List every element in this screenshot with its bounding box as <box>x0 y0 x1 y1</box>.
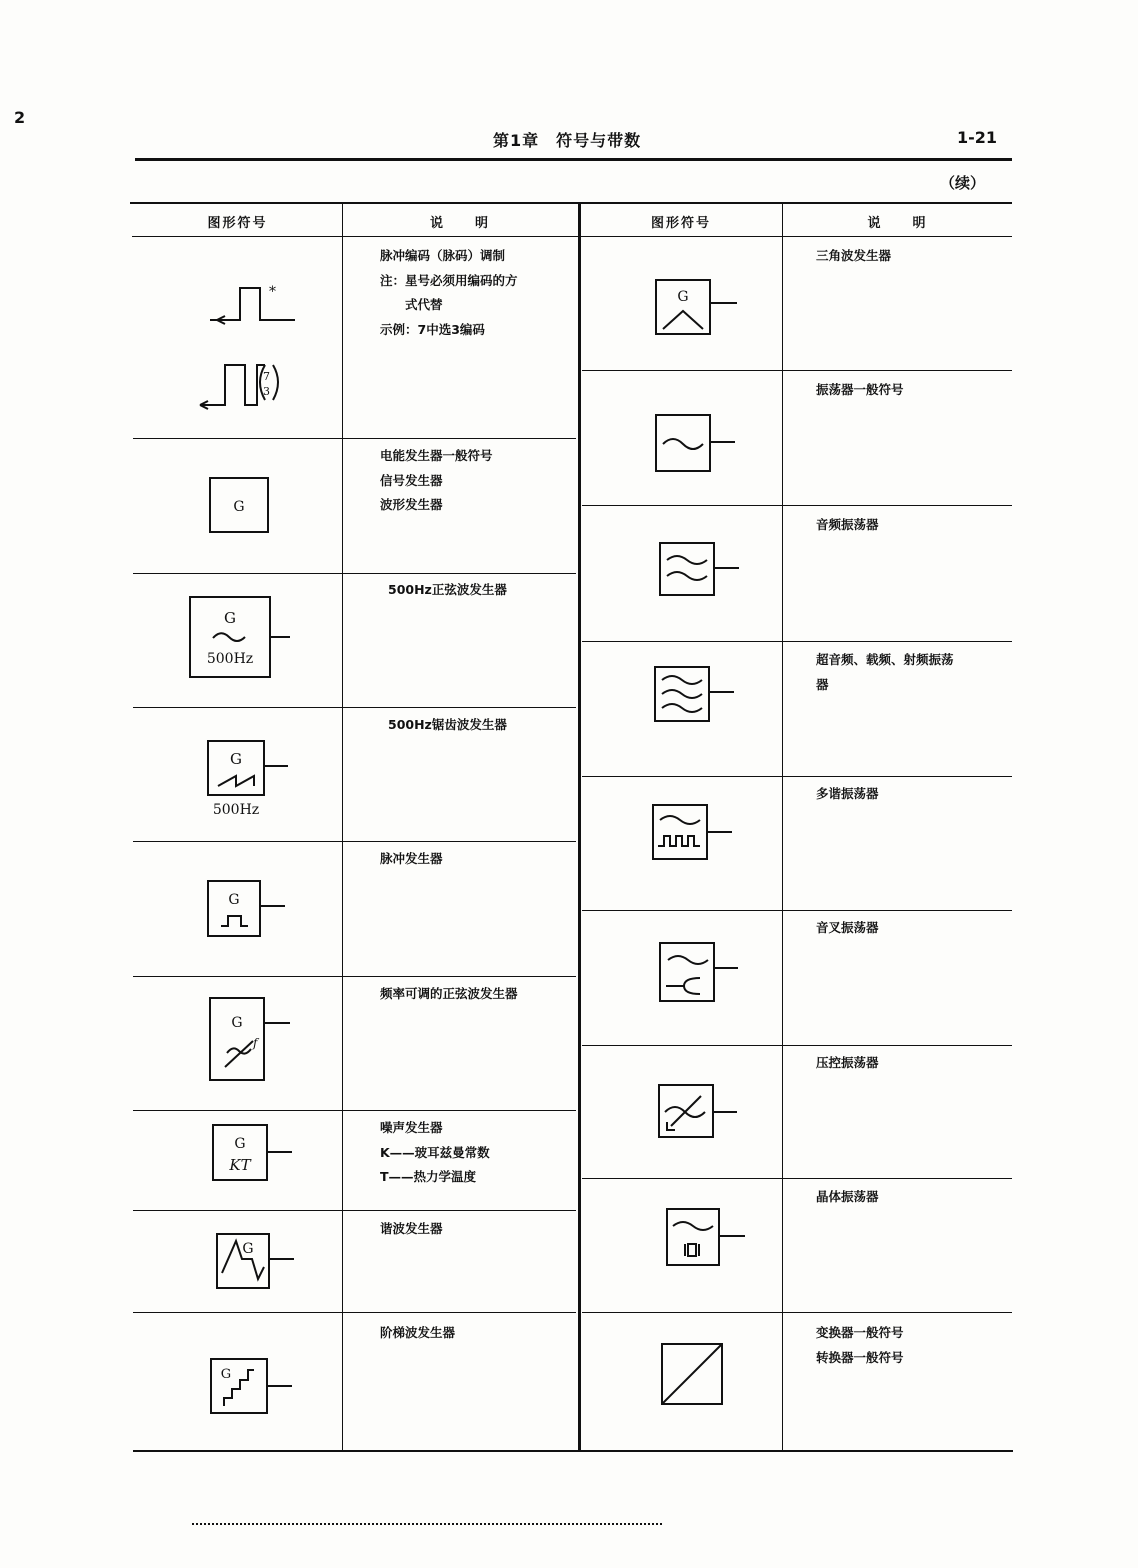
converter-symbol <box>658 1340 728 1410</box>
row-divider <box>133 1110 576 1111</box>
desc-harmonic: 谐波发生器 <box>380 1221 443 1236</box>
row-divider <box>582 1178 1012 1179</box>
desc-oscillator: 振荡器一般符号 <box>816 382 904 397</box>
desc-audio-osc: 音频振荡器 <box>816 517 879 532</box>
row-divider <box>133 1312 576 1313</box>
g-label: G <box>242 1241 254 1257</box>
g-label: G <box>677 289 689 305</box>
left-symbol-header: 图形符号 <box>207 216 268 231</box>
row-divider <box>582 370 1012 371</box>
row-divider <box>133 1210 576 1211</box>
freq-label: 500Hz <box>212 802 260 818</box>
g-label: G <box>230 750 242 768</box>
desc-noise: 噪声发生器 K——玻耳兹曼常数 T——热力学温度 <box>380 1120 490 1184</box>
desc-saw-500: 500Hz锯齿波发生器 <box>388 717 507 732</box>
pulse-generator-symbol <box>203 878 293 940</box>
desc-tuning-fork: 音叉振荡器 <box>816 920 879 935</box>
left-desc-header: 说 明 <box>429 216 490 231</box>
staircase-generator-symbol <box>206 1356 296 1418</box>
row-divider <box>582 505 1012 506</box>
desc-triangle: 三角波发生器 <box>816 248 892 263</box>
variable-sine-symbol <box>205 995 295 1085</box>
noise-generator-symbol <box>208 1122 298 1184</box>
audio-oscillator-symbol <box>657 540 747 598</box>
left-col-divider <box>342 203 343 1450</box>
multivibrator-symbol <box>650 802 745 864</box>
margin-mark: 2 <box>14 108 26 127</box>
desc-multivibrator: 多谐振荡器 <box>816 786 879 801</box>
row-divider <box>133 841 576 842</box>
asterisk-label: * <box>269 284 276 300</box>
row-divider <box>582 1312 1012 1313</box>
desc-generator: 电能发生器一般符号 信号发生器 波形发生器 <box>380 448 493 512</box>
row-divider <box>133 438 576 439</box>
tuning-fork-oscillator-symbol <box>656 940 746 1002</box>
desc-rf-osc: 超音频、载频、射频振荡 器 <box>816 652 954 692</box>
g-label: G <box>220 1367 232 1382</box>
g-label: G <box>233 499 245 515</box>
g-label: G <box>234 1136 246 1152</box>
kt-label: KT <box>229 1156 251 1174</box>
center-divider <box>578 203 581 1450</box>
footer-rule <box>192 1523 662 1525</box>
desc-sine-500: 500Hz正弦波发生器 <box>388 582 507 597</box>
g-label: G <box>228 892 240 908</box>
row-divider <box>582 1045 1012 1046</box>
row-divider <box>133 707 576 708</box>
desc-var-sine: 频率可调的正弦波发生器 <box>380 986 518 1001</box>
row-divider <box>133 573 576 574</box>
code-k: 3 <box>263 385 270 398</box>
oscillator-symbol <box>653 412 743 474</box>
sawtooth-500hz-symbol <box>200 738 295 818</box>
f-label: f <box>253 1036 258 1050</box>
desc-pcm: 脉冲编码（脉码）调制 注：星号必须用编码的方 式代替 示例：7中选3编码 <box>380 248 518 337</box>
triangle-generator-symbol <box>653 277 743 337</box>
chapter-title: 第1章 符号与带数 <box>493 131 642 150</box>
continued-label: （续） <box>940 174 986 192</box>
right-desc-header: 说 明 <box>867 216 928 231</box>
pcm-modulation-symbol <box>195 280 305 410</box>
row-divider <box>582 910 1012 911</box>
rf-oscillator-symbol <box>652 664 742 724</box>
harmonic-generator-symbol <box>212 1231 302 1293</box>
g-label: G <box>231 1015 243 1031</box>
page-number: 1-21 <box>957 128 998 147</box>
row-divider <box>133 976 576 977</box>
desc-vco: 压控振荡器 <box>816 1055 879 1070</box>
header-rule <box>135 158 1012 161</box>
right-col-divider <box>782 203 783 1450</box>
code-n: 7 <box>263 370 270 383</box>
sine-500hz-symbol <box>185 593 295 683</box>
g-label: G <box>224 609 236 627</box>
row-divider <box>582 641 1012 642</box>
crystal-oscillator-symbol <box>663 1206 753 1268</box>
table-top-rule <box>130 202 1012 204</box>
table-bottom-rule <box>133 1450 1013 1452</box>
desc-pulse-gen: 脉冲发生器 <box>380 851 443 866</box>
vco-symbol <box>655 1082 745 1142</box>
right-symbol-header: 图形符号 <box>650 216 711 231</box>
row-divider <box>582 776 1012 777</box>
freq-label: 500Hz <box>206 651 254 667</box>
header-bottom-rule <box>132 236 1012 237</box>
desc-converter: 变换器一般符号 转换器一般符号 <box>816 1325 904 1365</box>
desc-crystal: 晶体振荡器 <box>816 1189 879 1204</box>
generator-symbol <box>205 475 275 535</box>
desc-staircase: 阶梯波发生器 <box>380 1325 456 1340</box>
